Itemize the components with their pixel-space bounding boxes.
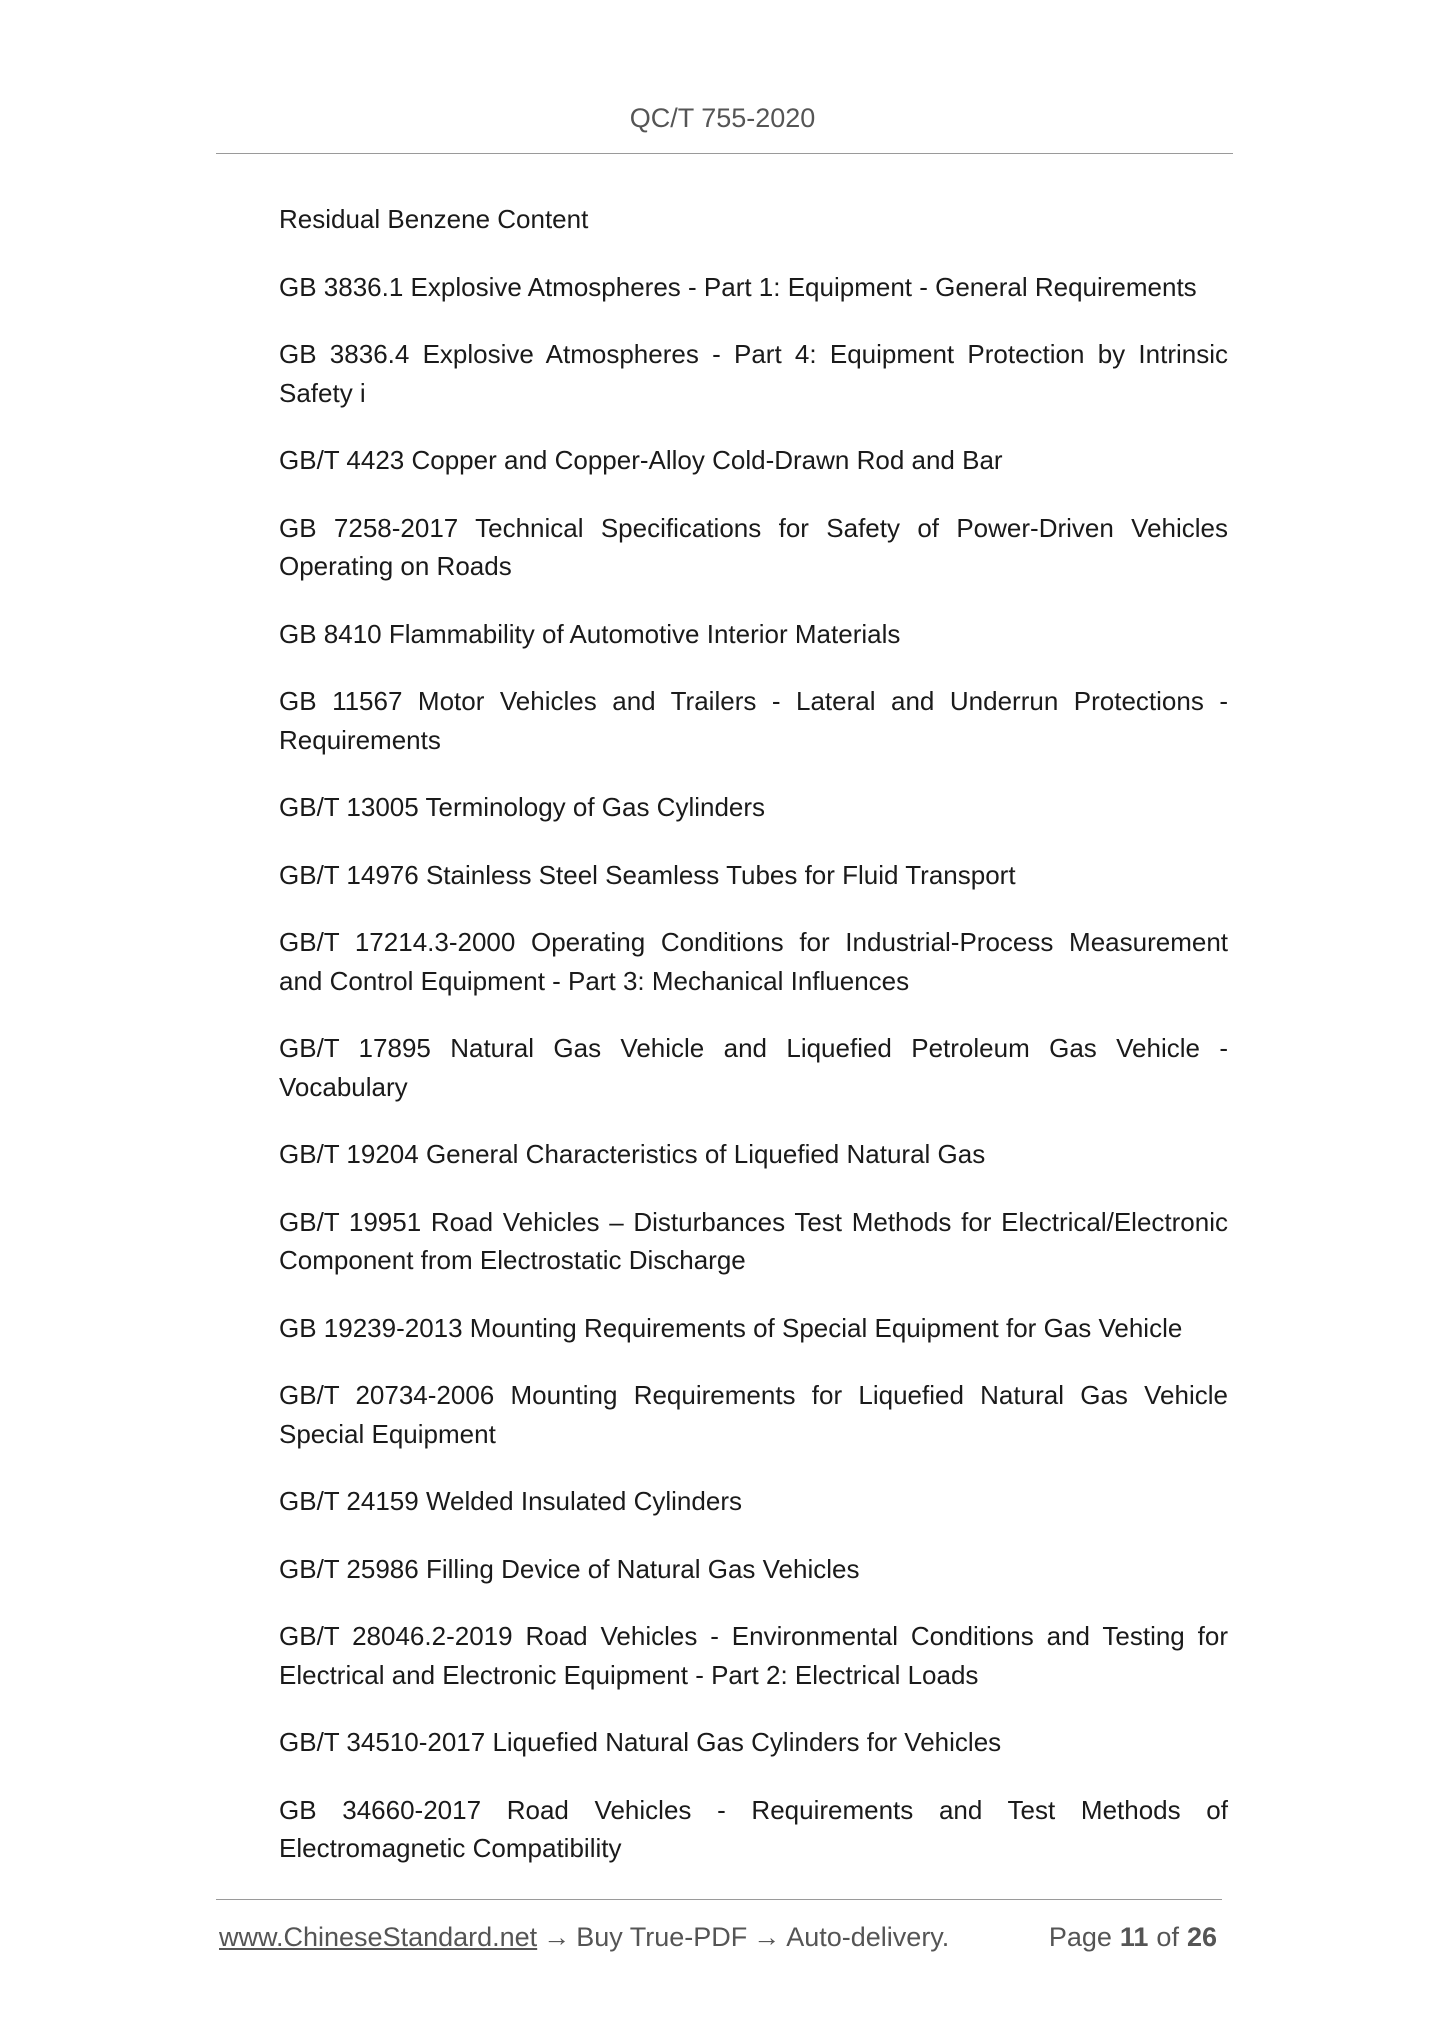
header-divider [216,153,1233,154]
reference-item: GB 7258-2017 Technical Specifications for Safety of Power-Driven Vehicles Operating on Roads [279,512,1228,581]
total-pages-number: 26 [1186,1922,1217,1952]
reference-item: GB/T 13005 Terminology of Gas Cylinders [279,792,766,822]
reference-item: GB/T 20734-2006 Mounting Requirements for Liquefied Natural Gas Vehicle Special Equipment [279,1380,1228,1449]
reference-item: GB 3836.4 Explosive Atmospheres - Part 4: Equipment Protection by Intrinsic Safety i [279,339,1228,408]
reference-item: GB 19239-2013 Mounting Requirements of Special Equipment for Gas Vehicle [279,1312,1183,1343]
arrow-right-icon: → [753,1922,781,1952]
reference-item: GB/T 19204 General Characteristics of Liquefied Natural Gas [279,1139,986,1169]
page-indicator [1049,1919,1225,1955]
page-label: Page [1048,1922,1112,1952]
footer-promo [219,1919,949,1955]
reference-item: GB 3836.1 Explosive Atmospheres - Part 1: Equipment - General Requirements [279,271,1197,302]
reference-item: GB 8410 Flammability of Automotive Interior Materials [279,618,901,649]
reference-item: GB/T 19951 Road Vehicles – Disturbances Test Methods for Electrical/Electronic Component from Electrostatic Discharge [279,1206,1228,1275]
reference-item: GB/T 28046.2-2019 Road Vehicles - Environmental Conditions and Testing for Electrical and Electronic Equipment - Part 2: Electrical Loads [279,1621,1228,1690]
reference-item: GB 11567 Motor Vehicles and Trailers - Lateral and Underrun Protections - Requirements [279,686,1228,755]
reference-item: GB/T 24159 Welded Insulated Cylinders [279,1486,742,1516]
arrow-right-icon: → [543,1922,571,1952]
buy-pdf-text: Buy True-PDF [576,1922,748,1952]
reference-item: GB/T 25986 Filling Device of Natural Gas Vehicles [279,1553,860,1584]
reference-item: GB/T 4423 Copper and Copper-Alloy Cold-Drawn Rod and Bar [279,445,1003,475]
reference-item: GB/T 17214.3-2000 Operating Conditions for Industrial-Process Measurement and Control Equipment - Part 3: Mechanical Influences [279,927,1228,996]
reference-item: GB/T 17895 Natural Gas Vehicle and Liquefied Petroleum Gas Vehicle - Vocabulary [279,1033,1228,1102]
normative-references-list [279,200,1228,1897]
reference-item: Residual Benzene Content [279,204,589,234]
document-header-title: QC/T 755-2020 [629,103,816,133]
website-link[interactable]: www.ChineseStandard.net [219,1922,538,1952]
auto-delivery-text: Auto-delivery. [786,1922,950,1952]
reference-item: GB/T 34510-2017 Liquefied Natural Gas Cylinders for Vehicles [279,1727,1002,1757]
page-of-label: of [1156,1922,1179,1952]
page-footer [219,1919,1225,1955]
reference-item: GB/T 14976 Stainless Steel Seamless Tubes for Fluid Transport [279,859,1016,890]
reference-item: GB 34660-2017 Road Vehicles - Requirements and Test Methods of Electromagnetic Compatibility [279,1794,1228,1863]
footer-divider [216,1899,1222,1900]
current-page-number: 11 [1119,1922,1149,1952]
